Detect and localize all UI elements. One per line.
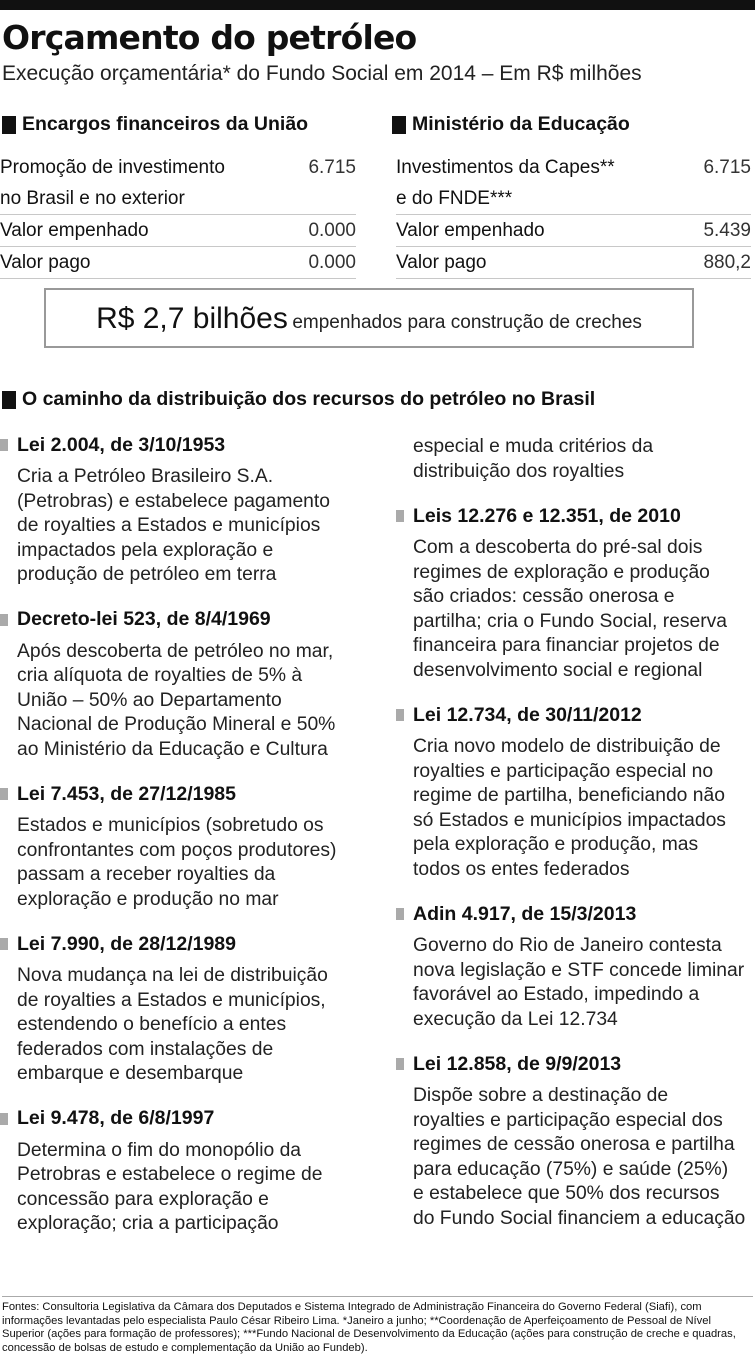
row-value: 6.715 [703,157,751,178]
callout-description: empenhados para construção de creches [292,312,642,333]
timeline-entry [0,932,380,1087]
left-table-heading [2,113,308,136]
entry-body: Cria a Petróleo Brasileiro S.A. (Petrobras) e estabelece pagamento de royalties a Estados e municípios impactados pela exploração e produção de petróleo em terra [17,466,330,585]
entry-title [396,1052,754,1076]
entry-title-text: Lei 12.734, de 30/11/2012 [413,703,642,726]
entry-body: Cria novo modelo de distribuição de royalties e participação especial no regime de partilha, beneficiando não só Estados e municípios impactados pela exploração e produção, mas todos os entes federados [413,736,726,880]
row-label-line1: Investimentos da Capes** [396,157,615,178]
table-row [396,152,751,215]
entry-title [0,433,380,457]
table-row [0,152,356,215]
entry-body: Nova mudança na lei de distribuição de royalties a Estados e municípios, estendendo o benefício a entes federados com instalações de embarque e desembarque [17,965,328,1084]
entry-title-text: Lei 9.478, de 6/8/1997 [17,1107,215,1129]
entry-title [396,504,754,528]
row-label: Valor empenhado [396,220,545,241]
bullet-square-icon [0,938,8,950]
right-table-heading [392,113,630,136]
page-subtitle: Execução orçamentária* do Fundo Social em 2014 – Em R$ milhões [2,62,642,85]
left-table-heading-text: Encargos financeiros da União [22,113,309,135]
page-title: Orçamento do petróleo [2,18,417,57]
left-finance-table [0,152,356,279]
entry-body: Após descoberta de petróleo no mar, cria alíquota de royalties de 5% à União – 50% ao Departamento Nacional de Produção Mineral e 50% ao Ministério da Educação e Cultura [17,640,336,760]
row-value: 6.715 [308,157,356,178]
sources-footnote: Fontes: Consultoria Legislativa da Câmara dos Deputados e Sistema Integrado de Administração Financeira do Governo Federal (Siafi), com informações levantadas pelo especialista Paulo César Ribeiro Lima. *Janeiro a junho; **Coordenação de Aperfeiçoamento de Pessoal de Nível Superior (ações para formação de professores); ***Fundo Nacional de Desenvolvimento da Educação (ações para construção de creche e quadras, concessão de bolsas de estudo e complementação da União ao Fundeb). [2,1296,753,1355]
entry-title-text: Leis 12.276 e 12.351, de 2010 [413,504,681,527]
entry-body: Estados e municípios (sobretudo os confrontantes com poços produtores) passam a receber royalties da exploração e produção no mar [17,815,337,910]
bullet-square-icon [0,439,8,451]
table-row [0,247,356,279]
bullet-square-icon [0,614,8,626]
entry-title-text: Lei 7.990, de 28/12/1989 [17,932,236,955]
entry-title [0,932,380,956]
timeline-right-column [396,435,754,1231]
entry-body: Com a descoberta do pré-sal dois regimes de exploração e produção são criados: cessão onerosa e partilha; cria o Fundo Social, reserva financeira para financiar projetos de desenvolvimento social e regional [413,537,728,681]
row-label-line2: e do FNDE*** [396,188,513,209]
entry-title-text: Lei 12.858, de 9/9/2013 [413,1052,622,1075]
timeline-entry [0,433,380,588]
entry-body: Determina o fim do monopólio da Petrobras e estabelece o regime de concessão para exploração e exploração; cria a participação [17,1139,323,1234]
timeline-heading [2,388,595,411]
right-table-heading-text: Ministério da Educação [412,113,630,135]
right-finance-table [396,152,751,279]
entry-continuation: especial e muda critérios da distribuição dos royalties [413,436,654,482]
bullet-square-icon [396,1058,404,1070]
entry-title [0,1107,380,1131]
entry-title [0,782,380,806]
timeline-left-column [0,433,380,1237]
timeline-entry [396,902,754,1032]
highlight-callout [44,288,694,348]
timeline-heading-text: O caminho da distribuição dos recursos do petróleo no Brasil [22,388,596,410]
row-value: 5.439 [703,220,751,241]
section-square-icon [392,116,406,134]
timeline-entry [396,504,754,683]
entry-title [0,608,380,632]
section-square-icon [2,391,16,409]
entry-body: Dispõe sobre a destinação de royalties e participação especial dos regimes de cessão onerosa e partilha para educação (75%) e saúde (25%) e estabelece que 50% dos recursos do Fundo Social financiem a educação [413,1085,746,1229]
entry-title-text: Decreto-lei 523, de 8/4/1969 [17,608,271,630]
bullet-square-icon [396,510,404,522]
entry-title-text: Adin 4.917, de 15/3/2013 [413,902,637,925]
section-square-icon [2,116,16,134]
bullet-square-icon [396,908,404,920]
entry-title-text: Lei 7.453, de 27/12/1985 [17,782,236,805]
table-row [396,215,751,247]
entry-title [396,902,754,926]
timeline-entry [396,1052,754,1231]
top-rule [0,0,755,10]
bullet-square-icon [0,1113,8,1125]
timeline-entry [0,782,380,912]
bullet-square-icon [396,709,404,721]
row-label: Valor pago [0,252,91,273]
bullet-square-icon [0,788,8,800]
row-label-line1: Promoção de investimento [0,157,225,178]
callout-amount: R$ 2,7 bilhões [96,302,288,335]
timeline-entry [0,1107,380,1237]
timeline-entry [0,608,380,763]
entry-title-text: Lei 2.004, de 3/10/1953 [17,433,226,456]
entry-body: Governo do Rio de Janeiro contesta nova legislação e STF concede liminar favorável ao Estado, impedindo a execução da Lei 12.734 [413,935,745,1030]
row-value: 0.000 [308,220,356,241]
row-label: Valor empenhado [0,220,149,241]
row-label-line2: no Brasil e no exterior [0,188,185,209]
entry-title [396,703,754,727]
table-row [396,247,751,279]
row-value: 880,2 [703,252,751,273]
table-row [0,215,356,247]
timeline-entry [396,703,754,882]
row-label: Valor pago [396,252,487,273]
row-value: 0.000 [308,252,356,273]
